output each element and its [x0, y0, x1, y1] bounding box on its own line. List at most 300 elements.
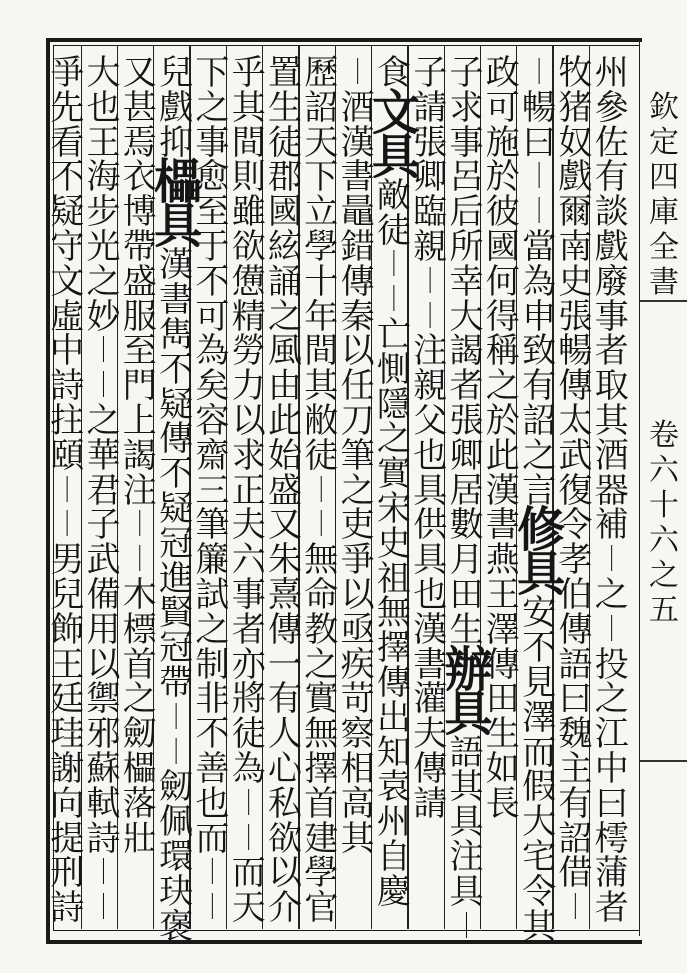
text-char: 夫 — [413, 714, 448, 755]
text-char: ｜ — [562, 893, 589, 924]
text-char: 至 — [122, 331, 157, 372]
text-char: 抑 — [159, 122, 194, 163]
header-char: 卷 — [649, 418, 679, 453]
text-char: 生 — [485, 714, 520, 755]
text-char: 魏 — [558, 714, 593, 755]
text-char: 取 — [594, 366, 629, 407]
text-char: 建 — [304, 818, 339, 859]
text-char: 力 — [231, 366, 266, 407]
headword-char: 文 — [371, 84, 420, 141]
text-char: 其 — [594, 400, 629, 441]
text-char: 爾 — [558, 192, 593, 233]
text-char: ｜ — [54, 510, 81, 541]
text-char: 不 — [195, 261, 230, 302]
text-char: 此 — [485, 435, 520, 476]
text-char: 田 — [449, 574, 484, 615]
text-char: 帶 — [122, 226, 157, 267]
text-char: 學 — [304, 226, 339, 267]
text-char: 不 — [159, 349, 194, 390]
text-char: 傳 — [268, 609, 302, 650]
text-char: 疾 — [340, 644, 375, 685]
text-char: 可 — [485, 87, 520, 128]
text-char: 得 — [485, 296, 520, 337]
text-char: 曰 — [522, 122, 557, 163]
text-char: 步 — [86, 192, 121, 233]
text-char: 男 — [50, 540, 85, 581]
text-char: 下 — [304, 157, 339, 198]
text-char: 以 — [86, 644, 121, 685]
text-char: 正 — [231, 470, 266, 511]
text-char: 則 — [231, 157, 266, 198]
text-char: 居 — [449, 470, 484, 511]
text-char: 私 — [268, 783, 302, 824]
text-char: 呂 — [449, 157, 484, 198]
text-char: 飾 — [50, 609, 85, 650]
text-char: 雋 — [159, 314, 194, 355]
headword-char: 具 — [444, 685, 493, 742]
text-char: 宋 — [376, 488, 411, 529]
text-char: 食 — [376, 53, 411, 93]
text-char: 王 — [485, 574, 520, 615]
text-char: ｜ — [90, 858, 117, 889]
text-char: 褒 — [159, 906, 194, 947]
text-char: 之 — [268, 296, 302, 337]
text-char: 施 — [485, 122, 520, 163]
text-char: 之 — [86, 400, 121, 441]
text-char: 不 — [522, 628, 557, 669]
text-char: 人 — [268, 714, 302, 755]
fishtail-mark-top — [640, 300, 687, 303]
text-char: 以 — [231, 400, 266, 441]
text-char: 善 — [195, 748, 230, 789]
text-char: 王 — [86, 122, 121, 163]
text-char: 澤 — [522, 697, 557, 738]
text-char: 錯 — [340, 226, 375, 267]
text-char: 君 — [86, 470, 121, 511]
text-char: 數 — [449, 505, 484, 546]
text-char: 武 — [86, 540, 121, 581]
header-char: 欽 — [649, 90, 679, 125]
text-char: 中 — [50, 331, 85, 372]
text-char: 隱 — [376, 384, 411, 425]
text-char: 牧 — [558, 53, 593, 93]
text-char: 猪 — [558, 87, 593, 128]
text-char: 之 — [522, 435, 557, 476]
header-char: 十 — [649, 488, 679, 523]
text-char: ｜ — [90, 893, 117, 924]
text-char: 官 — [304, 888, 339, 929]
header-char: 定 — [649, 125, 679, 160]
text-char: 其 — [231, 87, 266, 128]
text-char: 廷 — [50, 679, 85, 720]
text-char: 注 — [122, 470, 157, 511]
text-char: 國 — [485, 226, 520, 267]
text-char: 徒 — [304, 435, 339, 476]
text-char: 詔 — [558, 818, 593, 859]
text-char: 奴 — [558, 122, 593, 163]
text-char: 注 — [413, 331, 448, 372]
text-char: ｜ — [308, 510, 335, 541]
text-char: 齋 — [195, 435, 230, 476]
text-char: 詩 — [50, 888, 85, 929]
text-char: 如 — [485, 748, 520, 789]
text-char: 臨 — [413, 192, 448, 233]
text-char: ｜ — [90, 371, 117, 402]
text-char: 武 — [558, 435, 593, 476]
headword-char: 櫑 — [154, 154, 203, 211]
text-char: 卿 — [449, 435, 484, 476]
text-char: 其 — [340, 818, 375, 859]
text-char: 進 — [159, 558, 194, 599]
text-char: 向 — [50, 783, 85, 824]
text-char: 邪 — [86, 714, 121, 755]
text-char: 以 — [340, 331, 375, 372]
text-char: 衣 — [122, 157, 157, 198]
text-char: 用 — [86, 609, 121, 650]
text-char: 談 — [594, 192, 629, 233]
text-char: 假 — [522, 767, 557, 808]
text-char: 簾 — [195, 540, 230, 581]
text-char: ｜ — [163, 702, 190, 733]
text-char: 謁 — [449, 331, 484, 372]
text-char: 其 — [304, 366, 339, 407]
text-char: 珪 — [50, 714, 85, 755]
text-char: 精 — [231, 296, 266, 337]
text-char: 熹 — [268, 574, 302, 615]
text-char: 彼 — [485, 192, 520, 233]
text-char: 帶 — [159, 662, 194, 703]
fishtail-mark-bottom — [640, 760, 687, 763]
text-char: 天 — [304, 122, 339, 163]
text-char: 張 — [558, 296, 593, 337]
text-char: 其 — [522, 906, 557, 947]
text-char: 之 — [304, 644, 339, 685]
book-title — [640, 90, 687, 300]
text-char: 之 — [195, 609, 230, 650]
header-char: 六 — [649, 453, 679, 488]
text-char: 出 — [376, 697, 411, 738]
text-char: 先 — [50, 87, 85, 128]
text-char: 其 — [449, 767, 484, 808]
text-char: 傳 — [159, 419, 194, 460]
text-char: 華 — [86, 435, 121, 476]
headword-char: 具 — [517, 546, 566, 603]
text-char: 者 — [594, 888, 629, 929]
text-char: 為 — [522, 261, 557, 302]
text-char: 將 — [231, 679, 266, 720]
text-char: ｜ — [526, 197, 553, 228]
text-char: 袁 — [376, 767, 411, 808]
text-char: 于 — [195, 226, 230, 267]
text-char: 劒 — [122, 714, 157, 755]
text-char: 稱 — [485, 331, 520, 372]
text-char: 徒 — [376, 210, 411, 251]
text-char: 十 — [304, 261, 339, 302]
text-char: 澤 — [485, 609, 520, 650]
text-char: 幸 — [449, 261, 484, 302]
text-char: 漢 — [485, 470, 520, 511]
text-char: 天 — [231, 888, 266, 929]
text-char: 兒 — [50, 574, 85, 615]
text-char: 書 — [159, 280, 194, 321]
text-char: 書 — [485, 505, 520, 546]
text-char: 盛 — [122, 261, 157, 302]
text-char: 見 — [522, 662, 557, 703]
text-char: 櫑 — [122, 748, 157, 789]
text-char: 矣 — [195, 366, 230, 407]
text-char: 傳 — [340, 261, 375, 302]
text-char: 而 — [522, 732, 557, 773]
text-char: 酒 — [594, 435, 629, 476]
text-char: 復 — [558, 470, 593, 511]
text-char: 父 — [413, 400, 448, 441]
text-char: 書 — [340, 157, 375, 198]
text-char: 國 — [268, 192, 302, 233]
text-char: 事 — [231, 574, 266, 615]
text-char: 高 — [340, 783, 375, 824]
text-char: 下 — [195, 53, 230, 93]
text-char: 主 — [558, 748, 593, 789]
text-char: 之 — [122, 679, 157, 720]
text-char: 擇 — [304, 748, 339, 789]
text-char: ｜ — [380, 285, 407, 316]
text-char: 愈 — [195, 157, 230, 198]
text-char: ｜ — [199, 858, 226, 889]
text-char: 事 — [594, 296, 629, 337]
text-char: 上 — [122, 400, 157, 441]
text-char: 由 — [268, 366, 302, 407]
page-ear — [639, 38, 687, 936]
text-char: 木 — [122, 574, 157, 615]
text-char: 無 — [304, 714, 339, 755]
text-char: 之 — [340, 470, 375, 511]
header-char: 之 — [649, 558, 679, 593]
text-char: 一 — [268, 644, 302, 685]
text-char: 補 — [594, 505, 629, 546]
text-char: 筆 — [340, 435, 375, 476]
text-char: ｜ — [126, 545, 153, 576]
text-char: 立 — [304, 192, 339, 233]
text-char: 疑 — [50, 192, 85, 233]
text-char: 太 — [558, 400, 593, 441]
text-char: 之 — [376, 419, 411, 460]
text-char: 制 — [195, 644, 230, 685]
text-char: 博 — [122, 192, 157, 233]
text-char: 又 — [122, 53, 157, 93]
text-char: 卿 — [413, 157, 448, 198]
text-char: 非 — [195, 679, 230, 720]
text-char: 亡 — [376, 314, 411, 355]
header-char: 四 — [649, 160, 679, 195]
text-char: 年 — [304, 296, 339, 337]
text-char: 漢 — [413, 609, 448, 650]
text-char: 賢 — [159, 593, 194, 634]
text-char: 虛 — [50, 296, 85, 337]
text-char: 以 — [268, 853, 302, 894]
headword-char: 修 — [517, 502, 566, 559]
text-char: 試 — [195, 574, 230, 615]
text-char: 無 — [304, 540, 339, 581]
text-char: 州 — [594, 53, 629, 93]
text-char: 自 — [376, 836, 411, 877]
text-char: 參 — [594, 87, 629, 128]
text-char: 實 — [304, 679, 339, 720]
text-char: 器 — [594, 470, 629, 511]
text-char: 之 — [594, 679, 629, 720]
text-char: 首 — [122, 644, 157, 685]
text-char: 子 — [449, 53, 484, 93]
text-char: 介 — [268, 888, 302, 929]
text-char: 也 — [195, 783, 230, 824]
text-char: ｜ — [453, 911, 480, 942]
text-char: 傳 — [413, 748, 448, 789]
text-char: 教 — [304, 609, 339, 650]
text-char: 借 — [558, 853, 593, 894]
text-char: 漢 — [159, 245, 194, 286]
header-char: 庫 — [649, 195, 679, 230]
text-char: ｜ — [126, 510, 153, 541]
text-char: 語 — [449, 732, 484, 773]
text-char: 詩 — [86, 818, 121, 859]
text-char: ｜ — [54, 475, 81, 506]
text-char: 欲 — [268, 818, 302, 859]
text-char: 筆 — [195, 505, 230, 546]
text-char: 不 — [159, 454, 194, 495]
text-char: 有 — [268, 679, 302, 720]
text-char: 蒲 — [594, 853, 629, 894]
text-char: 鼂 — [340, 192, 375, 233]
text-char: 孝 — [558, 540, 593, 581]
text-char: 頤 — [50, 435, 85, 476]
text-char: 王 — [50, 644, 85, 685]
text-char: 祖 — [376, 558, 411, 599]
text-char: 壯 — [122, 818, 157, 859]
text-char: 文 — [50, 261, 85, 302]
text-char: 生 — [268, 87, 302, 128]
text-char: 者 — [449, 366, 484, 407]
text-char: 疑 — [159, 384, 194, 425]
text-char: 酒 — [340, 87, 375, 128]
text-char: 投 — [594, 644, 629, 685]
text-char: 拄 — [50, 400, 85, 441]
text-char: 宅 — [522, 836, 557, 877]
text-char: 備 — [86, 574, 121, 615]
text-char: 提 — [50, 818, 85, 859]
text-char: 於 — [485, 400, 520, 441]
text-char: 詩 — [50, 366, 85, 407]
text-char: 供 — [413, 505, 448, 546]
text-char: 可 — [195, 296, 230, 337]
text-char: 而 — [231, 853, 266, 894]
text-char: 服 — [122, 296, 157, 337]
text-char: 為 — [231, 748, 266, 789]
text-char: 疑 — [159, 488, 194, 529]
text-char: 戲 — [558, 157, 593, 198]
text-char: 亦 — [231, 644, 266, 685]
text-char: 於 — [485, 157, 520, 198]
text-char: 史 — [376, 523, 411, 564]
text-char: 州 — [376, 802, 411, 843]
text-char: 事 — [195, 122, 230, 163]
text-char: 始 — [268, 435, 302, 476]
text-char: 劒 — [159, 767, 194, 808]
text-char: 海 — [86, 157, 121, 198]
text-char: 言 — [522, 470, 557, 511]
text-char: 兒 — [159, 53, 194, 93]
text-char: 事 — [449, 122, 484, 163]
text-char: 敵 — [376, 175, 411, 216]
text-char: 間 — [231, 122, 266, 163]
text-char: 佩 — [159, 802, 194, 843]
text-char: 曰 — [594, 783, 629, 824]
text-char: 察 — [340, 714, 375, 755]
text-char: 擇 — [376, 628, 411, 669]
text-char: ｜ — [235, 823, 262, 854]
text-char: 盛 — [268, 470, 302, 511]
text-char: 也 — [413, 435, 448, 476]
text-column — [43, 53, 91, 929]
text-char: 張 — [449, 400, 484, 441]
text-char: ｜ — [308, 475, 335, 506]
text-char: 刑 — [50, 853, 85, 894]
text-char: 雖 — [231, 192, 266, 233]
header-char: 五 — [649, 593, 679, 628]
text-char: 何 — [485, 261, 520, 302]
text-char: 之 — [485, 366, 520, 407]
text-char: 郡 — [268, 157, 302, 198]
text-char: 為 — [195, 331, 230, 372]
text-char: 徒 — [268, 122, 302, 163]
text-char: 江 — [594, 714, 629, 755]
text-char: 朱 — [268, 540, 302, 581]
text-char: 學 — [304, 853, 339, 894]
header-char: 全 — [649, 230, 679, 265]
text-char: 不 — [50, 157, 85, 198]
text-char: 具 — [449, 802, 484, 843]
text-char: 又 — [268, 505, 302, 546]
text-char: 張 — [413, 122, 448, 163]
text-char: 光 — [86, 226, 121, 267]
text-char: ｜ — [598, 545, 625, 576]
text-char: ｜ — [235, 788, 262, 819]
text-char: 此 — [268, 400, 302, 441]
text-char: ｜ — [526, 58, 553, 88]
text-char: 大 — [449, 296, 484, 337]
text-char: ｜ — [598, 614, 625, 645]
text-char: 冠 — [159, 523, 194, 564]
text-char: 請 — [413, 783, 448, 824]
text-char: 有 — [558, 783, 593, 824]
text-char: 吏 — [340, 505, 375, 546]
text-char: 灌 — [413, 679, 448, 720]
text-char: 軾 — [86, 783, 121, 824]
text-char: 南 — [558, 226, 593, 267]
text-char: 無 — [376, 593, 411, 634]
text-char: 看 — [50, 122, 85, 163]
text-char: 大 — [86, 53, 121, 93]
text-char: 置 — [268, 53, 302, 93]
text-char: 玦 — [159, 871, 194, 912]
text-char: 之 — [195, 87, 230, 128]
text-char: 安 — [522, 593, 557, 634]
text-char: 門 — [122, 366, 157, 407]
text-char: 誦 — [268, 261, 302, 302]
text-char: 樗 — [594, 818, 629, 859]
text-char: 致 — [522, 331, 557, 372]
text-char: 秦 — [340, 296, 375, 337]
text-char: ｜ — [417, 266, 444, 297]
text-char: 田 — [485, 679, 520, 720]
